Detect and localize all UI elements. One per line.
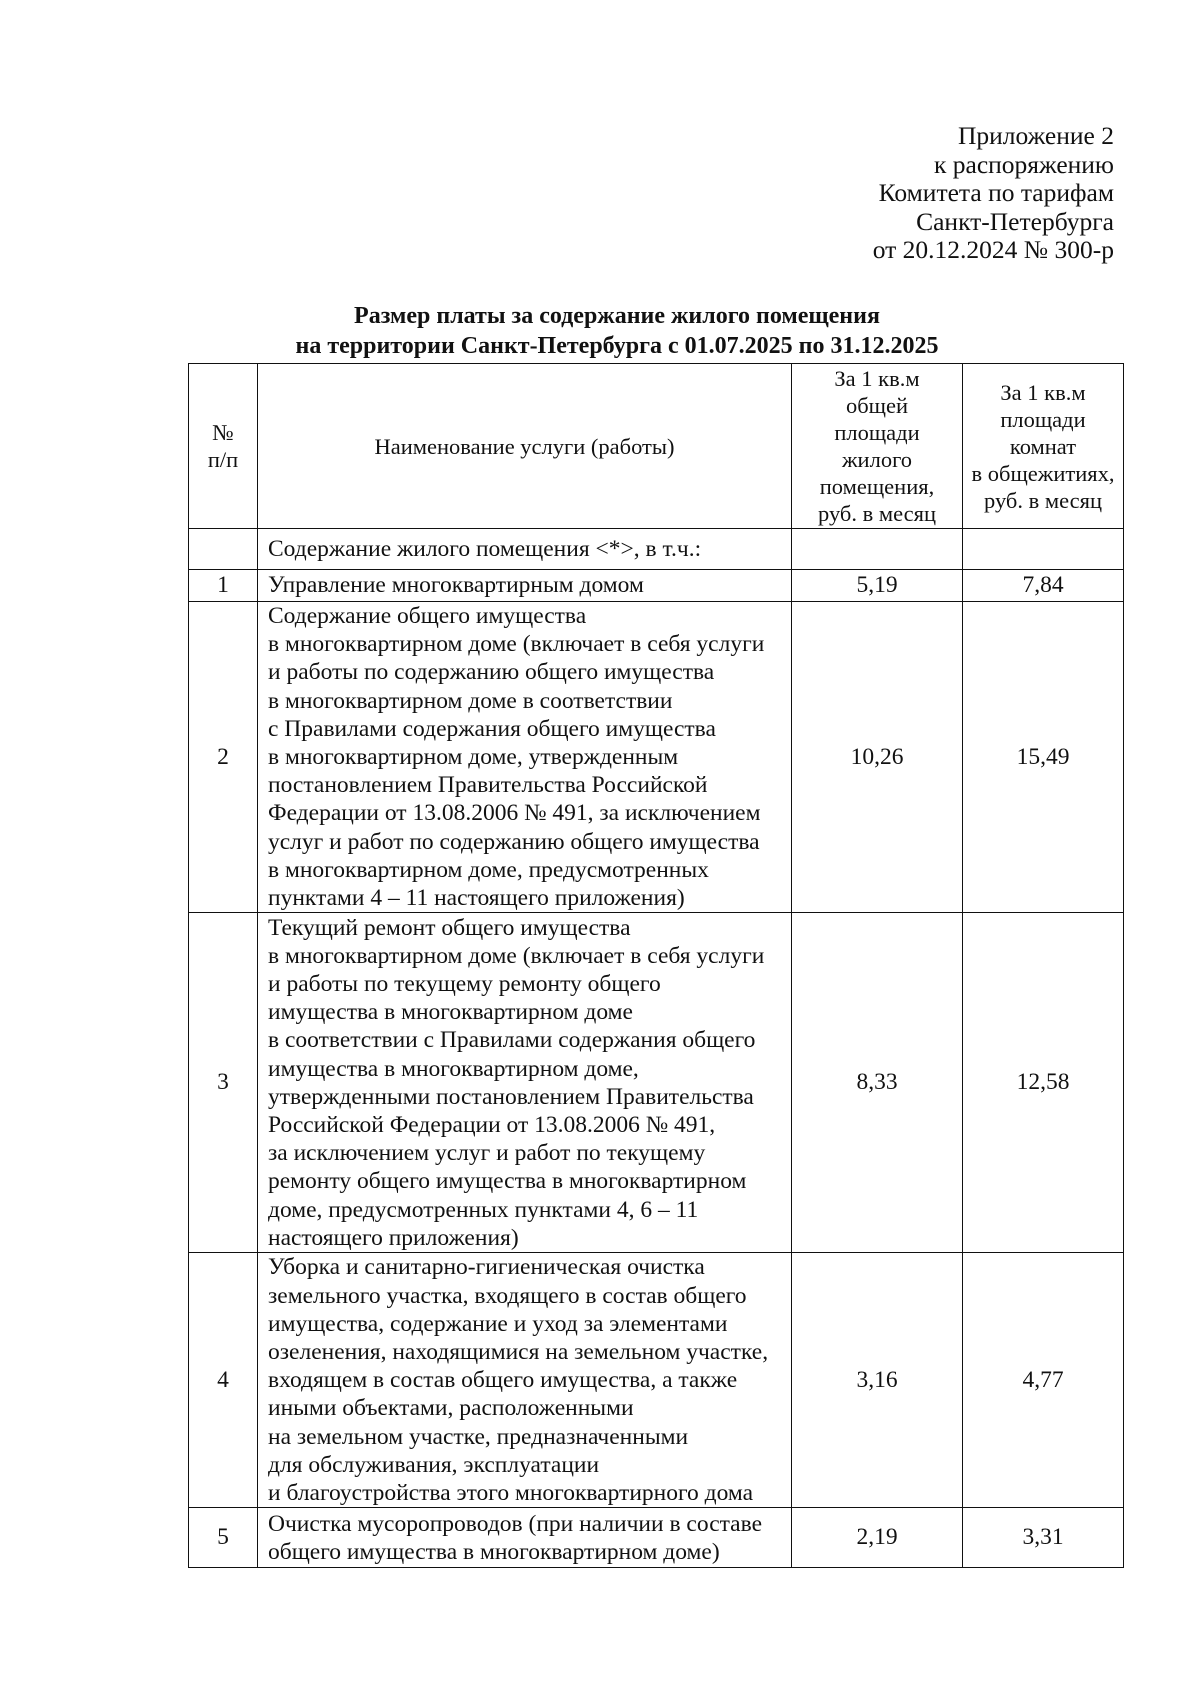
service-line: Федерации от 13.08.2006 № 491, за исключением bbox=[268, 800, 761, 827]
row-number: 4 bbox=[189, 1253, 258, 1508]
service-line: Российской Федерации от 13.08.2006 № 491, bbox=[268, 1111, 716, 1138]
service-line: в многоквартирном доме, утвержденным bbox=[268, 744, 679, 771]
row-price-area: 8,33 bbox=[792, 913, 963, 1253]
table-header-row bbox=[189, 364, 1124, 529]
header-area-line: помещения, bbox=[819, 474, 935, 499]
row-service-name bbox=[258, 913, 792, 1253]
header-num-line: п/п bbox=[207, 447, 239, 472]
row-number: 5 bbox=[189, 1508, 258, 1568]
appendix-line: Санкт-Петербурга bbox=[916, 206, 1114, 236]
group-num-cell bbox=[189, 529, 258, 570]
header-num-line: № bbox=[212, 420, 234, 445]
service-line: в соответствии с Правилами содержания общего bbox=[268, 1027, 756, 1054]
service-line: озеленения, находящимися на земельном участке, bbox=[268, 1338, 769, 1365]
header-area-line: общей bbox=[845, 393, 909, 418]
title-line: на территории Санкт-Петербурга с 01.07.2025 по 31.12.2025 bbox=[295, 333, 939, 359]
service-line: доме, предусмотренных пунктами 4, 6 – 11 bbox=[268, 1196, 699, 1223]
table-row bbox=[189, 570, 1124, 602]
row-number: 3 bbox=[189, 913, 258, 1253]
row-service-name bbox=[258, 570, 792, 602]
service-line: и благоустройства этого многоквартирного дома bbox=[268, 1479, 754, 1506]
header-num bbox=[189, 364, 258, 529]
service-line: услуг и работ по содержанию общего имущества bbox=[268, 828, 760, 855]
table-row bbox=[189, 1508, 1124, 1568]
service-line: и работы по текущему ремонту общего bbox=[268, 970, 661, 997]
row-service-name bbox=[258, 1508, 792, 1568]
group-dorm-cell bbox=[963, 529, 1124, 570]
row-price-dorm: 7,84 bbox=[963, 570, 1124, 602]
service-line: пунктами 4 – 11 настоящего приложения) bbox=[268, 885, 685, 912]
service-line: имущества в многоквартирном доме bbox=[268, 999, 633, 1026]
service-line: утвержденными постановлением Правительства bbox=[268, 1083, 754, 1110]
header-dorm-line: руб. в месяц bbox=[983, 487, 1102, 513]
header-dorm-line: в общежитиях, bbox=[971, 460, 1115, 486]
service-line: с Правилами содержания общего имущества bbox=[268, 715, 716, 742]
appendix-line: Приложение 2 bbox=[958, 121, 1114, 150]
header-name: Наименование услуги (работы) bbox=[258, 364, 792, 529]
row-service-name bbox=[258, 602, 792, 913]
row-number: 2 bbox=[189, 602, 258, 913]
row-service-name bbox=[258, 1253, 792, 1508]
service-line: иными объектами, расположенными bbox=[268, 1395, 634, 1422]
service-line: за исключением услуг и работ по текущему bbox=[268, 1140, 706, 1167]
service-line: в многоквартирном доме в соответствии bbox=[268, 687, 673, 714]
header-col-area bbox=[792, 364, 963, 529]
service-line: для обслуживания, эксплуатации bbox=[268, 1451, 600, 1478]
service-line: настоящего приложения) bbox=[268, 1224, 519, 1251]
header-col-dorm bbox=[963, 364, 1124, 529]
service-line: земельного участка, входящего в состав общего bbox=[268, 1282, 747, 1309]
service-line: ремонту общего имущества в многоквартирном bbox=[268, 1168, 747, 1195]
appendix-line: от 20.12.2024 № 300-р bbox=[872, 235, 1114, 265]
row-price-dorm: 4,77 bbox=[963, 1253, 1124, 1508]
appendix-reference bbox=[873, 122, 1114, 265]
group-label: Содержание жилого помещения <*>, в т.ч.: bbox=[258, 529, 792, 570]
service-line: Управление многоквартирным домом bbox=[268, 572, 644, 599]
service-line: и работы по содержанию общего имущества bbox=[268, 659, 715, 686]
group-area-cell bbox=[792, 529, 963, 570]
tariff-table bbox=[188, 363, 1124, 1568]
service-line: постановлением Правительства Российской bbox=[268, 772, 708, 799]
service-line: имущества, содержание и уход за элементами bbox=[268, 1310, 728, 1337]
header-dorm-line: комнат bbox=[1009, 433, 1077, 459]
service-line: Содержание общего имущества bbox=[268, 603, 587, 629]
table-row bbox=[189, 913, 1124, 1253]
row-number: 1 bbox=[189, 570, 258, 602]
service-line: входящем в состав общего имущества, а также bbox=[268, 1367, 738, 1394]
row-price-area: 10,26 bbox=[792, 602, 963, 913]
document-title bbox=[0, 301, 1200, 361]
service-line: в многоквартирном доме, предусмотренных bbox=[268, 856, 709, 883]
row-price-dorm: 12,58 bbox=[963, 913, 1124, 1253]
appendix-line: Комитета по тарифам bbox=[878, 178, 1114, 208]
header-area-line: жилого bbox=[842, 447, 912, 472]
service-line: Уборка и санитарно-гигиеническая очистка bbox=[268, 1254, 705, 1281]
row-price-dorm: 3,31 bbox=[963, 1508, 1124, 1568]
service-line: общего имущества в многоквартирном доме) bbox=[268, 1538, 720, 1565]
table-row bbox=[189, 1253, 1124, 1508]
group-row bbox=[189, 529, 1124, 570]
header-dorm-line: площади bbox=[1000, 406, 1086, 432]
service-line: Очистка мусоропроводов (при наличии в составе bbox=[268, 1510, 763, 1537]
header-area-line: За 1 кв.м bbox=[834, 366, 920, 391]
header-dorm-line: За 1 кв.м bbox=[1000, 379, 1086, 405]
row-price-area: 2,19 bbox=[792, 1508, 963, 1568]
service-line: в многоквартирном доме (включает в себя услуги bbox=[268, 631, 765, 658]
service-line: Текущий ремонт общего имущества bbox=[268, 914, 631, 941]
header-area-line: руб. в месяц bbox=[817, 501, 936, 526]
header-area-line: площади bbox=[834, 420, 920, 445]
service-line: в многоквартирном доме (включает в себя услуги bbox=[268, 942, 765, 969]
title-line: Размер платы за содержание жилого помещения bbox=[354, 303, 880, 329]
appendix-line: к распоряжению bbox=[934, 149, 1114, 179]
row-price-area: 5,19 bbox=[792, 570, 963, 602]
table-row bbox=[189, 602, 1124, 913]
service-line: имущества в многоквартирном доме, bbox=[268, 1055, 639, 1082]
row-price-dorm: 15,49 bbox=[963, 602, 1124, 913]
service-line: на земельном участке, предназначенными bbox=[268, 1423, 689, 1450]
row-price-area: 3,16 bbox=[792, 1253, 963, 1508]
